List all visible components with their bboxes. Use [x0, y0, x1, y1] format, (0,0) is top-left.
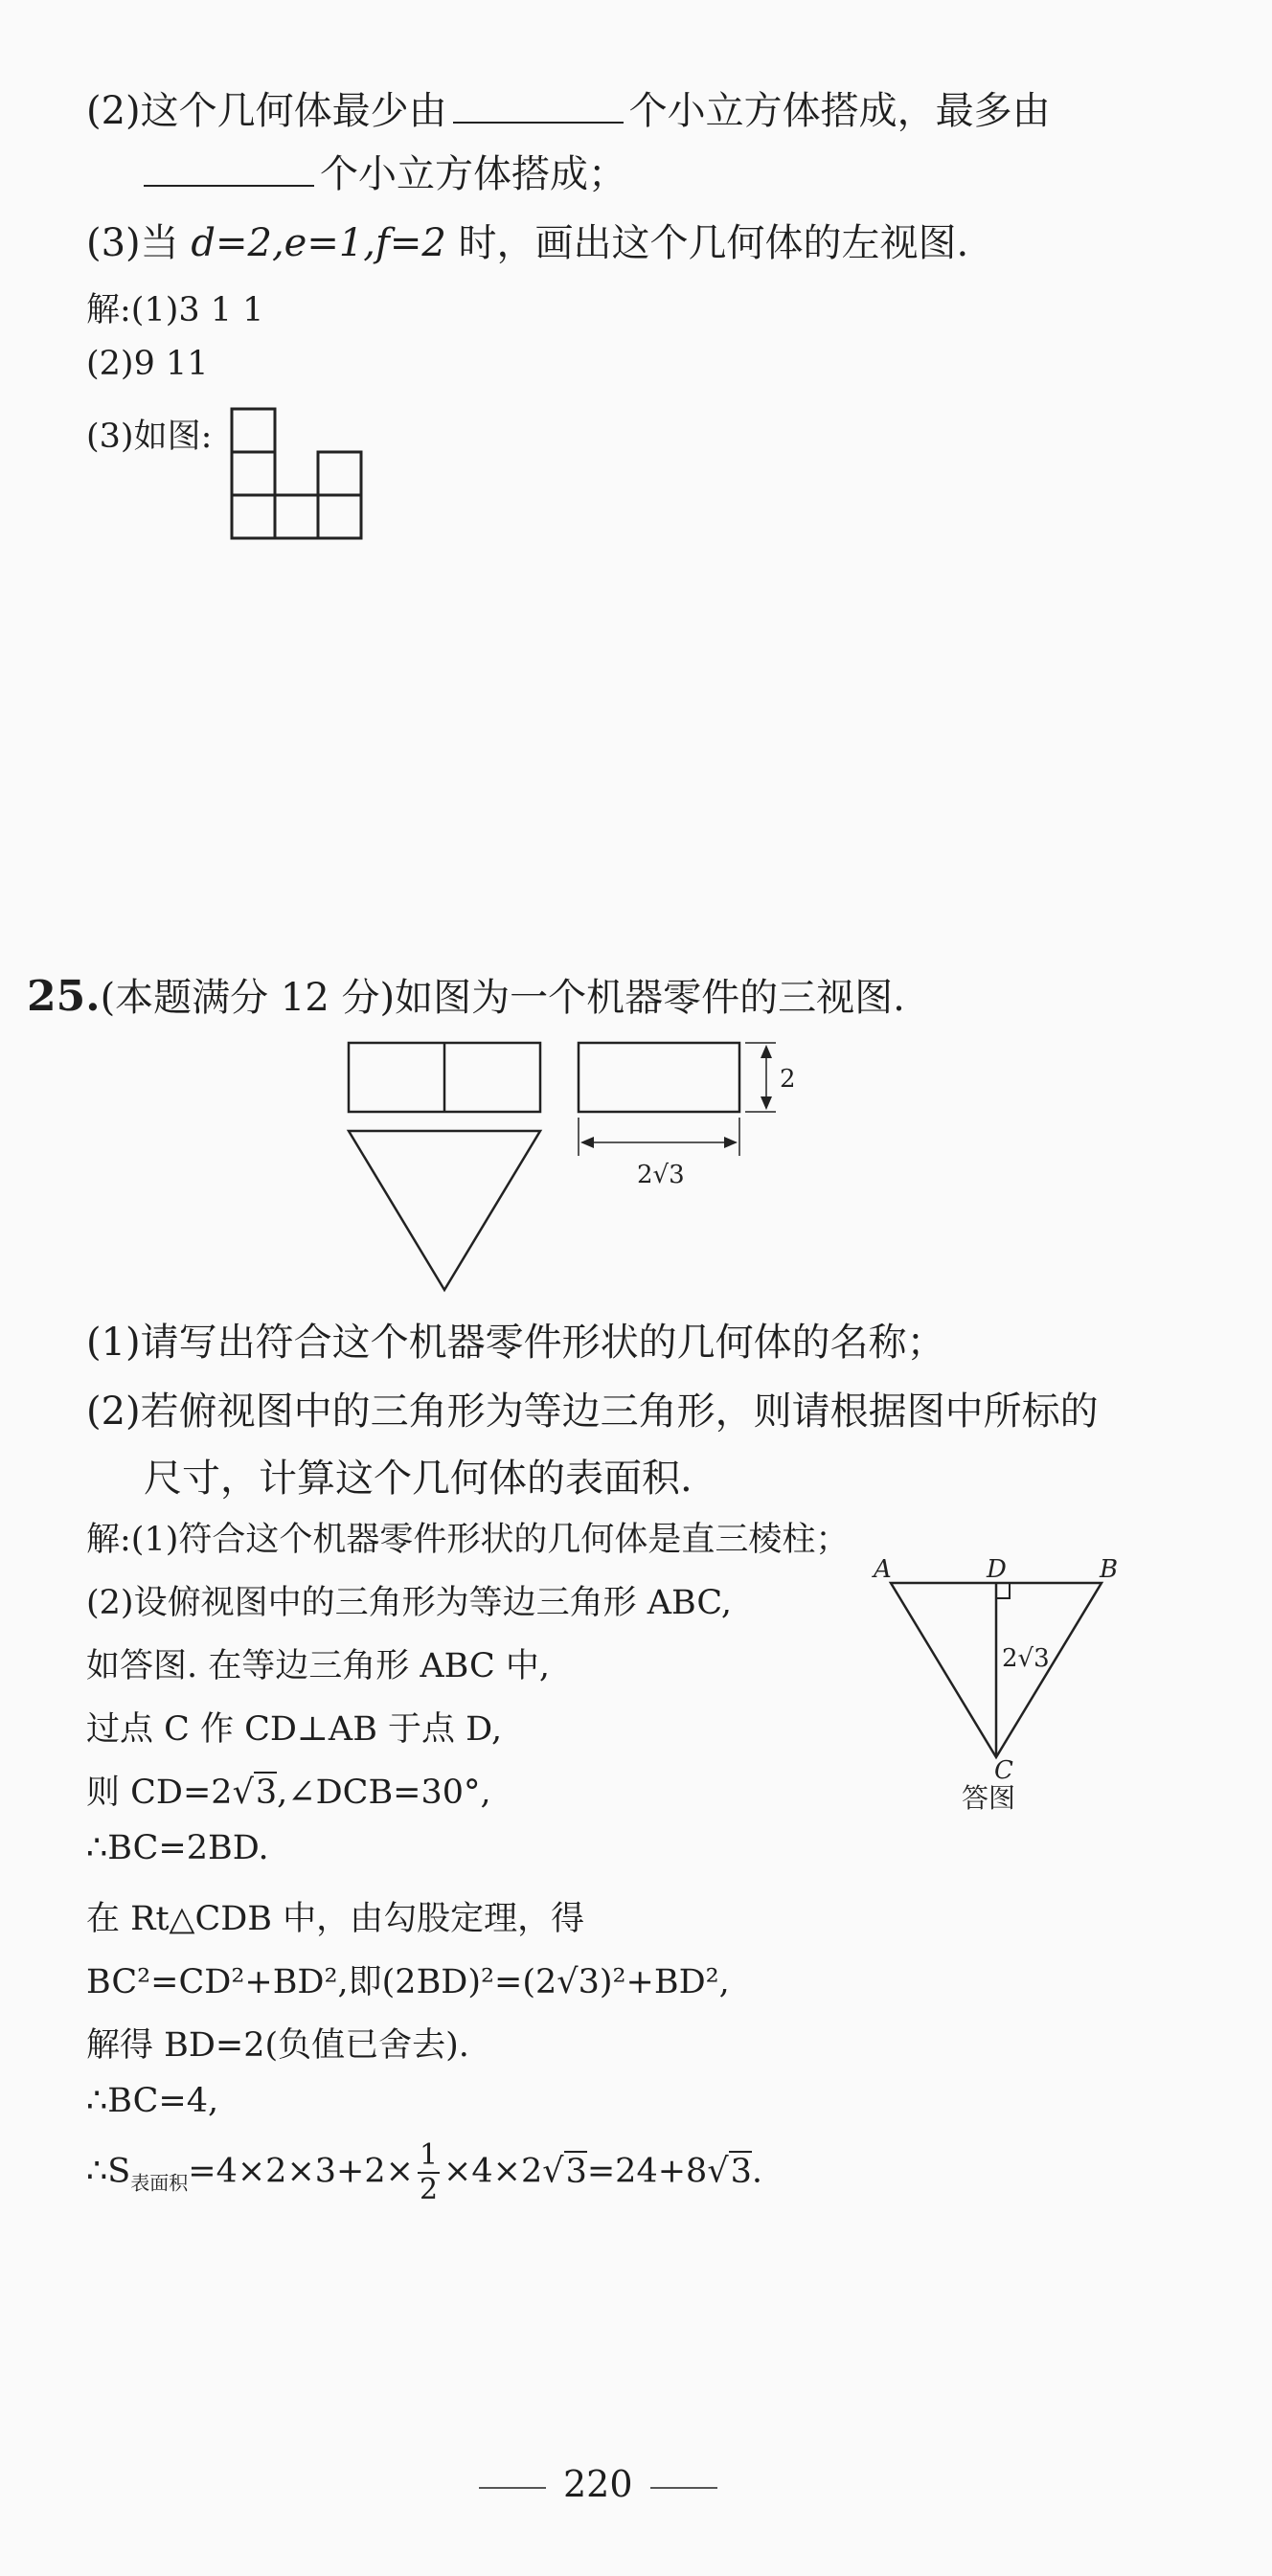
top-view-triangle: [349, 1131, 540, 1290]
q25-solution-4: 过点 C 作 CD⊥AB 于点 D,: [86, 1710, 503, 1749]
three-views-figure: [345, 1039, 805, 1298]
figure-caption: 答图: [962, 1782, 1016, 1814]
q25-solution-7: 在 Rt△CDB 中，由勾股定理，得: [86, 1900, 585, 1938]
footer-rule-right: [650, 2487, 717, 2489]
q24-solution-3: (3)如图:: [86, 418, 213, 456]
q25-solution-6: ∴BC=2BD.: [86, 1829, 269, 1867]
dim-height-label: 2: [780, 1065, 796, 1094]
label-d: D: [987, 1555, 1007, 1584]
answer-blank-min: [453, 93, 624, 124]
q25-part1: (1)请写出符合这个机器零件形状的几何体的名称；: [86, 1321, 945, 1365]
answer-figure: [862, 1556, 1130, 1815]
q25-solution-2: (2)设俯视图中的三角形为等边三角形 ABC,: [86, 1584, 733, 1622]
label-c: C: [994, 1756, 1013, 1785]
fraction-one-half: $\frac{1}{2}$: [419, 2138, 439, 2206]
left-view-figure: [230, 407, 369, 546]
q25-solution-3: 如答图. 在等边三角形 ABC 中,: [86, 1647, 551, 1685]
q25-solution-11: $\therefore S_{表面积}=4\times 2\times 3+2\times$ $\frac{1}{2}$ ×4×2√3=24+8√3.: [86, 2138, 763, 2206]
label-b: B: [1100, 1555, 1119, 1584]
q25-header: 25.(本题满分 12 分)如图为一个机器零件的三视图.: [27, 972, 905, 1021]
dim-width-label: 2√3: [637, 1161, 685, 1189]
q25-solution-9: 解得 BD=2(负值已舍去).: [86, 2026, 469, 2065]
footer-rule-left: [479, 2487, 546, 2489]
q24-part2-line1: (2)这个几何体最少由 个小立方体搭成，最多由: [86, 89, 1051, 133]
q25-solution-8: BC²=CD²+BD²,即(2BD)²=(2√3)²+BD²,: [86, 1963, 730, 2001]
q25-solution-10: ∴BC=4,: [86, 2082, 219, 2120]
right-angle-mark: [996, 1583, 1010, 1598]
page-footer: [479, 2463, 717, 2505]
q25-part2-line1: (2)若俯视图中的三角形为等边三角形，则请根据图中所标的: [86, 1390, 1099, 1434]
side-view: [579, 1043, 739, 1112]
q24-solution-2: (2)9 11: [86, 345, 209, 383]
q24-part3: (3)当 d=2,e=1,f=2 时，画出这个几何体的左视图.: [86, 221, 969, 265]
label-a: A: [874, 1555, 892, 1584]
q25-solution-5: 则 CD=2√3,∠DCB=30°,: [86, 1774, 491, 1812]
q25-part2-line2: 尺寸，计算这个几何体的表面积.: [144, 1457, 693, 1501]
cd-length-label: 2√3: [1002, 1644, 1050, 1673]
page-number: 220: [563, 2463, 633, 2505]
q24-solution-1: 解:(1)3 1 1: [86, 291, 264, 329]
answer-blank-max: [144, 156, 314, 187]
q24-part2-line2: 个小立方体搭成；: [144, 144, 626, 198]
q25-solution-1: 解:(1)符合这个机器零件形状的几何体是直三棱柱；: [86, 1521, 850, 1559]
